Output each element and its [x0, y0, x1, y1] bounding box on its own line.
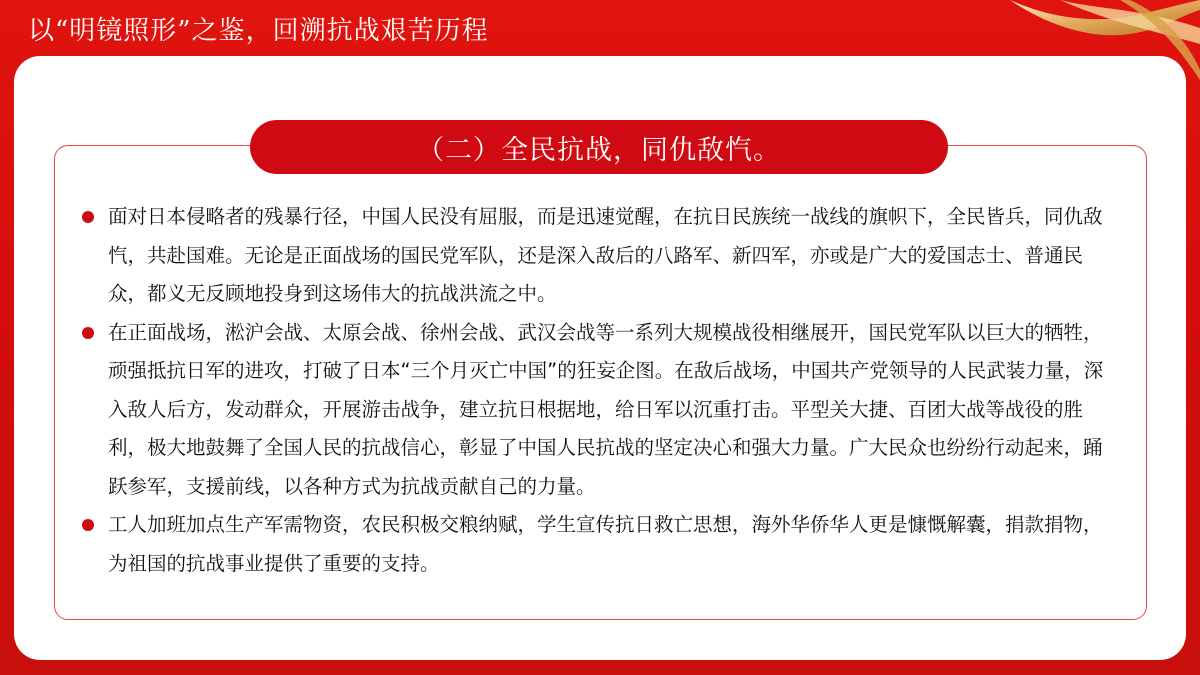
section-heading: （二）全民抗战，同仇敌忾。 [250, 120, 948, 174]
bullet-dot-icon [82, 327, 94, 339]
bullet-list [80, 198, 1120, 583]
bullet-item [80, 506, 1120, 583]
bullet-item [80, 198, 1120, 314]
bullet-text: 在正面战场，淞沪会战、太原会战、徐州会战、武汉会战等一系列大规模战役相继展开，国民党军队以巨大的牺牲，顽强抵抗日军的进攻，打破了日本“三个月灭亡中国”的狂妄企图。在敌后战场，中国共产党领导的人民武装力量，深入敌人后方，发动群众，开展游击战争，建立抗日根据地，给日军以沉重打击。平型关大捷、百团大战等战役的胜利，极大地鼓舞了全国人民的抗战信心，彰显了中国人民抗战的坚定决心和强大力量。广大民众也纷纷行动起来，踊跃参军，支援前线，以各种方式为抗战贡献自己的力量。 [108, 320, 1104, 498]
bullet-text: 工人加班加点生产军需物资，农民积极交粮纳赋，学生宣传抗日救亡思想，海外华侨华人更是慷慨解囊，捐款捐物，为祖国的抗战事业提供了重要的支持。 [108, 513, 1103, 575]
bullet-dot-icon [82, 211, 94, 223]
page-title: 以“明镜照形”之鉴，回溯抗战艰苦历程 [28, 16, 489, 46]
bullet-dot-icon [82, 519, 94, 531]
bullet-text: 面对日本侵略者的残暴行径，中国人民没有屈服，而是迅速觉醒，在抗日民族统一战线的旗帜下，全民皆兵，同仇敌忾，共赴国难。无论是正面战场的国民党军队，还是深入敌后的八路军、新四军，亦或是广大的爱国志士、普通民众，都义无反顾地投身到这场伟大的抗战洪流之中。 [108, 205, 1103, 305]
bullet-item [80, 314, 1120, 507]
